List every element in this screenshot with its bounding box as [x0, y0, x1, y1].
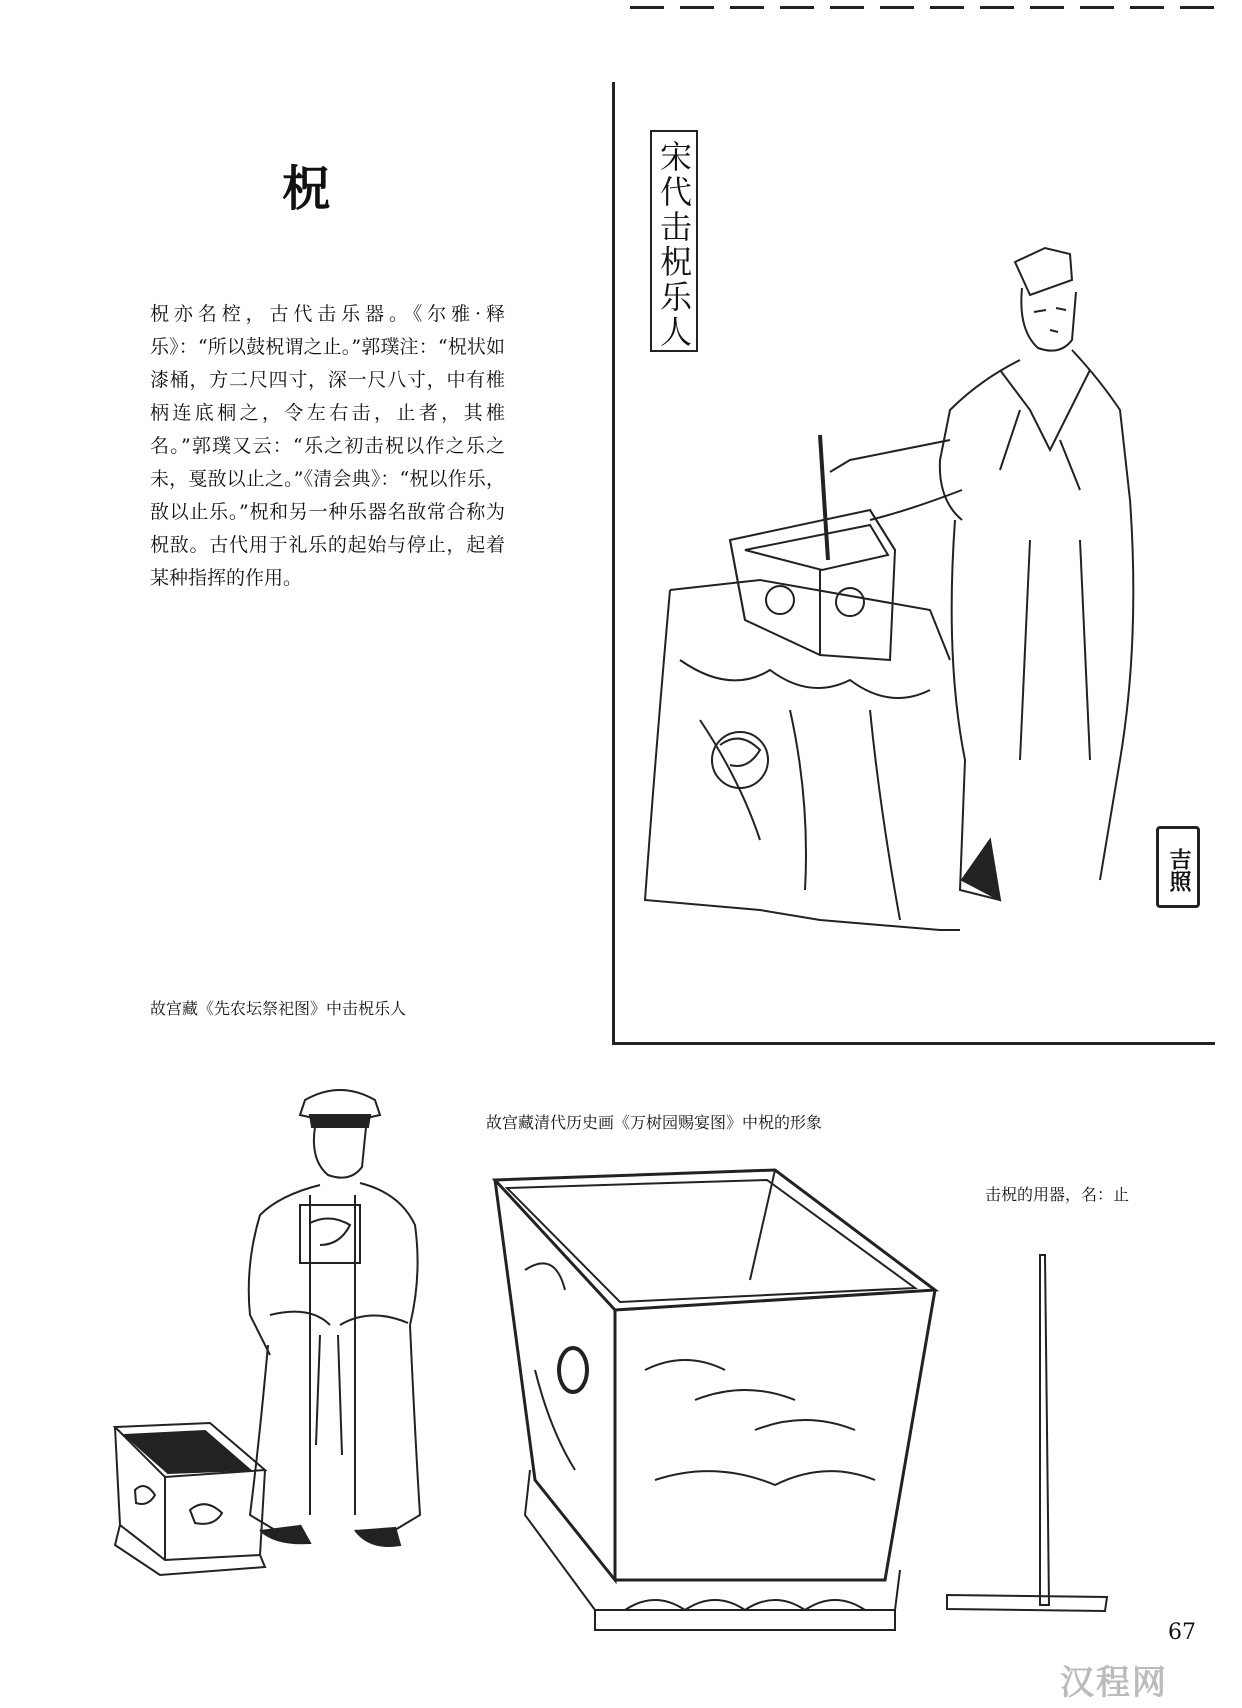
- caption-striker: 击柷的用器，名：止: [985, 1185, 1130, 1204]
- illustration-title: 宋代击柷乐人: [650, 130, 698, 352]
- caption-qing-painting: 故宫藏清代历史画《万树园赐宴图》中柷的形象: [486, 1113, 823, 1132]
- small-zhu-box: [110, 1415, 270, 1575]
- artist-seal: 吉照: [1156, 826, 1200, 908]
- top-dash-rule: [630, 6, 1230, 14]
- page-title: 柷: [282, 161, 333, 217]
- caption-palace-musician: 故宫藏《先农坛祭祀图》中击柷乐人: [150, 999, 407, 1018]
- song-musician-illustration: [700, 240, 1160, 970]
- large-zhu-box: [495, 1170, 935, 1640]
- body-paragraph: 柷亦名椌，古代击乐器。《尔雅·释乐》：“所以鼓柷谓之止。”郭璞注：“柷状如漆桶，方二尺四寸，深一尺八寸，中有椎柄连底桐之，令左右击，止者，其椎名。”郭璞又云：“乐之初击柷以作之乐之未，戛敔以止之。”《清会典》：“柷以作乐，敔以止乐。”柷和另一种乐器名敔常合称为柷敔。古代用于礼乐的起始与停止，起着某种指挥的作用。: [150, 303, 505, 589]
- striker-tool-illustration: [945, 1255, 1110, 1625]
- page-number: 67: [1168, 1620, 1196, 1645]
- site-watermark: 汉程网: [1060, 1663, 1168, 1703]
